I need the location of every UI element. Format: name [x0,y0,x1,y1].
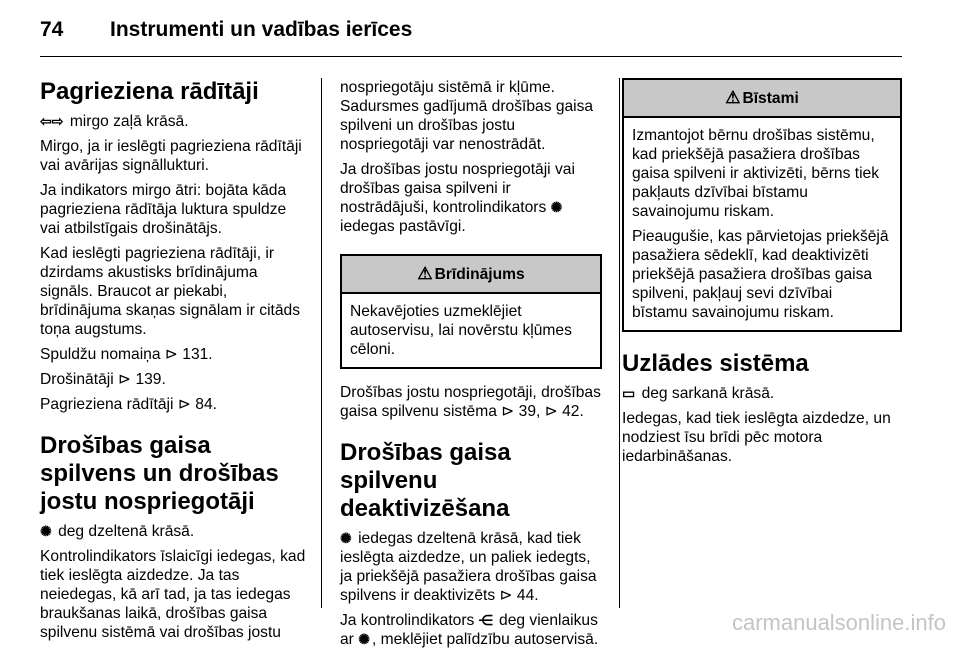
heading-airbag: Drošības gaisa spilvens un drošības jostu nospriegotāji [40,432,279,515]
danger-box-title: ⚠ Bīstami [624,80,900,118]
turn-indicator-desc: ⇦⇨ mirgo zaļā krāsā. [40,113,189,130]
paragraph: Kontrolindikators īslaicīgi iedegas, kad tiek ieslēgta aizdedze. Ja tas neiedegas, kā arī tad, ja tas iedegas braukšanas laikā, drošības gaisa spilvenu sistēmā vai drošības jostu [40,548,306,641]
cross-reference: Drošības jostu nospriegotāji, drošības gaisa spilvenu sistēma ⊳ 39, ⊳ 42. [340,384,601,420]
seat-belt-icon: ⋲ [478,612,493,628]
heading-airbag-deactivation: Drošības gaisa spilvenu deaktivizēšana [340,439,511,522]
airbag-icon: ✺ [358,631,370,647]
cross-reference: Drošinātāji ⊳ 139. [40,371,166,388]
airbag-icon: ✺ [550,199,563,215]
page-ref-link[interactable]: 131. [182,346,213,363]
page-ref-link[interactable]: 139. [135,371,166,388]
ref-arrow-icon: ⊳ [501,403,515,420]
cross-reference: Pagrieziena rādītāji ⊳ 84. [40,396,217,413]
battery-icon: ▭ [622,385,636,401]
warning-triangle-icon: ⚠ [417,264,433,283]
paragraph: Iedegas, kad tiek ieslēgta aizdedze, un nodziest īsu brīdi pēc motora iedarbināšanas. [622,410,891,465]
airbag-icon: ✺ [40,523,52,539]
ref-arrow-icon: ⊳ [118,371,132,388]
warning-box [340,254,602,369]
column-divider [321,78,322,608]
header-divider [40,56,902,57]
warning-text: Nekavējoties uzmeklējiet autoservisu, lai novērstu kļūmes cēloni. [350,303,572,358]
page-number: 74 [40,18,64,41]
column-1 [40,78,308,648]
column-divider [619,78,620,608]
paragraph: Ja indikators mirgo ātri: bojāta kāda pagrieziena rādītāja luktura spuldze vai atbilstīgais drošinātājs. [40,182,287,237]
warning-triangle-icon: ⚠ [725,88,741,107]
paragraph: nospriegotāju sistēmā ir kļūme. Sadursmes gadījumā drošības gaisa spilveni un drošības jostu nospriegotāji var nenostrādāt. [340,79,594,153]
danger-text: Izmantojot bērnu drošības sistēmu, kad priekšējā pasažiera drošības gaisa spilveni ir aktivizēti, bērns tiek pakļauts dzīvībai bīstamu savainojumu riskam. [632,127,880,220]
page-ref-link[interactable]: 39, [518,403,541,420]
danger-text: Pieaugušie, kas pārvietojas priekšējā pasažiera sēdeklī, kad deaktivizēti priekšējā pasažiera drošības gaisa spilveni, pakļauj sevi dzīvībai bīstamu savainojumu riskam. [632,228,889,321]
heading-charging-system: Uzlādes sistēma [622,350,809,377]
ref-arrow-icon: ⊳ [499,587,513,604]
airbag-indicator-desc: ✺ deg dzeltenā krāsā. [40,523,195,540]
turn-signal-icon: ⇦⇨ [40,113,64,129]
warning-box-title: ⚠ Brīdinājums [342,256,600,294]
paragraph: Kad ieslēgti pagrieziena rādītāji, ir dzirdams akustisks brīdinājuma signāls. Braucot ar piekabi, brīdinājuma skaņas signālam ir citāds toņa augstums. [40,245,301,338]
ref-arrow-icon: ⊳ [164,346,178,363]
page-ref-link[interactable]: 84. [195,396,217,413]
heading-turn-signals: Pagrieziena rādītāji [40,78,259,105]
paragraph: Mirgo, ja ir ieslēgti pagrieziena rādītāji vai avārijas signāllukturi. [40,138,302,174]
page-ref-link[interactable]: 42. [562,403,584,420]
ref-arrow-icon: ⊳ [544,403,558,420]
charging-indicator-desc: ▭ deg sarkanā krāsā. [622,385,775,402]
watermark: carmanualsonline.info [731,610,946,635]
page-ref-link[interactable]: 44. [516,587,539,604]
cross-reference: Spuldžu nomaiņa ⊳ 131. [40,346,213,363]
airbag-off-icon: ✺ [340,530,352,546]
page-header [40,18,412,42]
column-3 [622,78,902,472]
danger-box [622,78,902,332]
paragraph: Ja kontrolindikators ⋲ deg vienlaikus ar ✺ , meklējiet palīdzību autoservisā. [340,612,599,648]
paragraph: ✺ iedegas dzeltenā krāsā, kad tiek ieslēgta aizdedze, un paliek iedegts, ja priekšējā pasažiera drošības gaisa spilvens ir deaktivizēts ⊳ 44. [340,530,597,604]
paragraph: Ja drošības jostu nospriegotāji vai drošības gaisa spilveni ir nostrādājuši, kontrolindikators ✺ iedegas pastāvīgi. [340,161,575,235]
chapter-title: Instrumenti un vadības ierīces [110,18,413,41]
ref-arrow-icon: ⊳ [177,396,191,413]
column-2 [340,78,602,655]
